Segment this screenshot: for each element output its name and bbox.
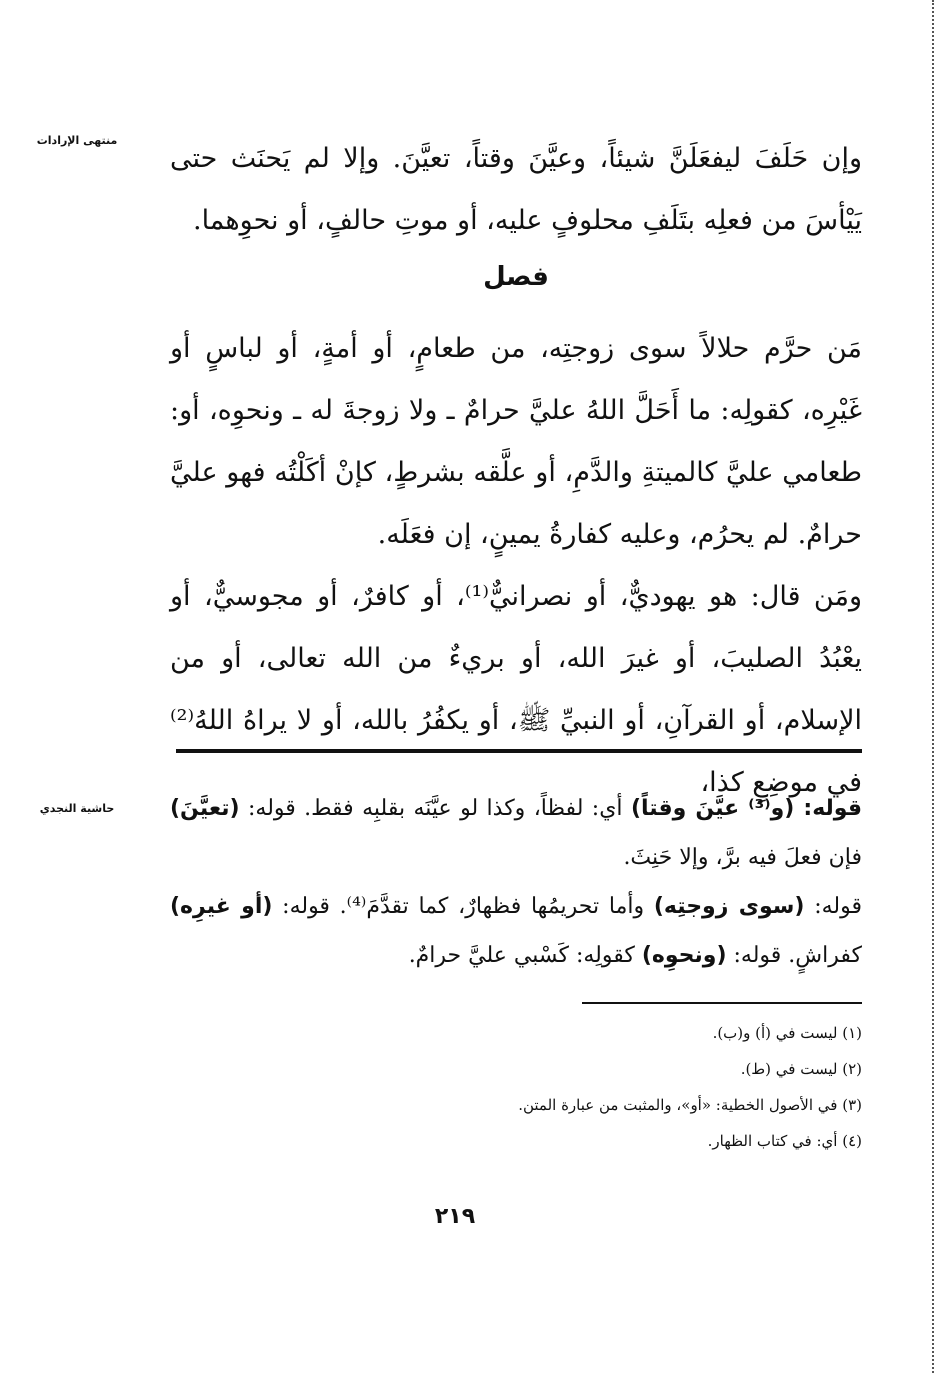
hashiya-comment: فإن فعلَ فيه برَّ، وإلا حَنِثَ.: [623, 845, 862, 870]
hashiya-block: [170, 784, 862, 980]
matn-text-2: مَن حرَّم حلالاً سوى زوجتِه، من طعامٍ، أو أمةٍ، أو لباسٍ أو غَيْرِه، كقولِه: ما أَحَلَّ اللهُ عليَّ حرامٌ ـ ولا زوجةَ له ـ ونحوِه، أو: طعامي عليَّ كالميتةِ والدَّمِ، أو علَّقه بشرطٍ، كإنْ أكَلْتُه فهو عليَّ حرامٌ. لم يحرُم، وعليه كفارةُ يمينٍ، إن فعَلَه.: [170, 333, 862, 550]
hashiya-lemma: (أو غيرِه): [170, 894, 273, 919]
hashiya-comment: أي: لفظاً، وكذا لو عيَّنَه بقلبِه فقط. قوله:: [239, 796, 631, 821]
hashiya-lemma: (تعيَّنَ): [170, 796, 240, 821]
matn-paragraph-1: [170, 128, 862, 252]
hashiya-lemma: (ونحوِه): [641, 943, 727, 968]
matn-text-1: وإن حَلَفَ ليفعَلَنَّ شيئاً، وعيَّنَ وقتاً، تعيَّنَ. وإلا لم يَحنَث حتى يَيْأسَ من فعلِه بتَلَفِ محلوفٍ عليه، أو موتِ حالفٍ، أو نحوِهما.: [170, 143, 862, 236]
matn-book-label: منتهى الإرادات: [36, 134, 118, 147]
scan-edge-line: [932, 0, 934, 1373]
hashiya-comment: كقولِه: كَسْبي عليَّ حرامٌ.: [408, 943, 642, 968]
hashiya-book-label: حاشية النجدي: [39, 802, 115, 815]
hashiya-line-1: [170, 784, 862, 882]
footnote-4: (٤) أي: في كتاب الظهار.: [707, 1132, 862, 1150]
matn-hashiya-separator: [176, 749, 862, 753]
section-title: فصل: [483, 262, 549, 292]
hashiya-lemma: (سوى زوجتِه): [653, 894, 805, 919]
hashiya-lemma: قوله: (و⁽³⁾ عيَّنَ وقتاً): [630, 796, 863, 821]
footnote-1: (١) ليست في (أ) و(ب).: [712, 1024, 862, 1042]
hashiya-comment: كفراشٍ. قوله:: [726, 943, 862, 968]
matn-text-3: ومَن قال: هو يهوديٌّ، أو نصرانيٌّ⁽¹⁾، أو كافرٌ، أو مجوسيٌّ، أو يعْبُدُ الصليبَ، أو غيرَ الله، أو بريءٌ من الله تعالى، أو من الإسلام، أو القرآنِ، أو النبيِّ ﷺ، أو يكفُرُ بالله، أو لا يراهُ اللهُ⁽²⁾ في موضِعِ كذا،: [170, 581, 862, 798]
matn-paragraph-3: [170, 566, 862, 814]
page-number: ٢١٩: [434, 1204, 476, 1229]
matn-paragraph-2: [170, 318, 862, 566]
footnote-2: (٢) ليست في (ط).: [740, 1060, 862, 1078]
hashiya-comment: وأما تحريمُها فظهارٌ، كما تقدَّمَ⁽⁴⁾. قوله:: [272, 894, 654, 919]
hashiya-comment: قوله:: [804, 894, 862, 919]
hashiya-line-2: [170, 882, 862, 980]
footnote-separator: [582, 1002, 862, 1004]
footnotes: [162, 1015, 862, 1159]
footnote-3: (٣) في الأصول الخطية: «أو»، والمثبت من عبارة المتن.: [518, 1096, 862, 1114]
